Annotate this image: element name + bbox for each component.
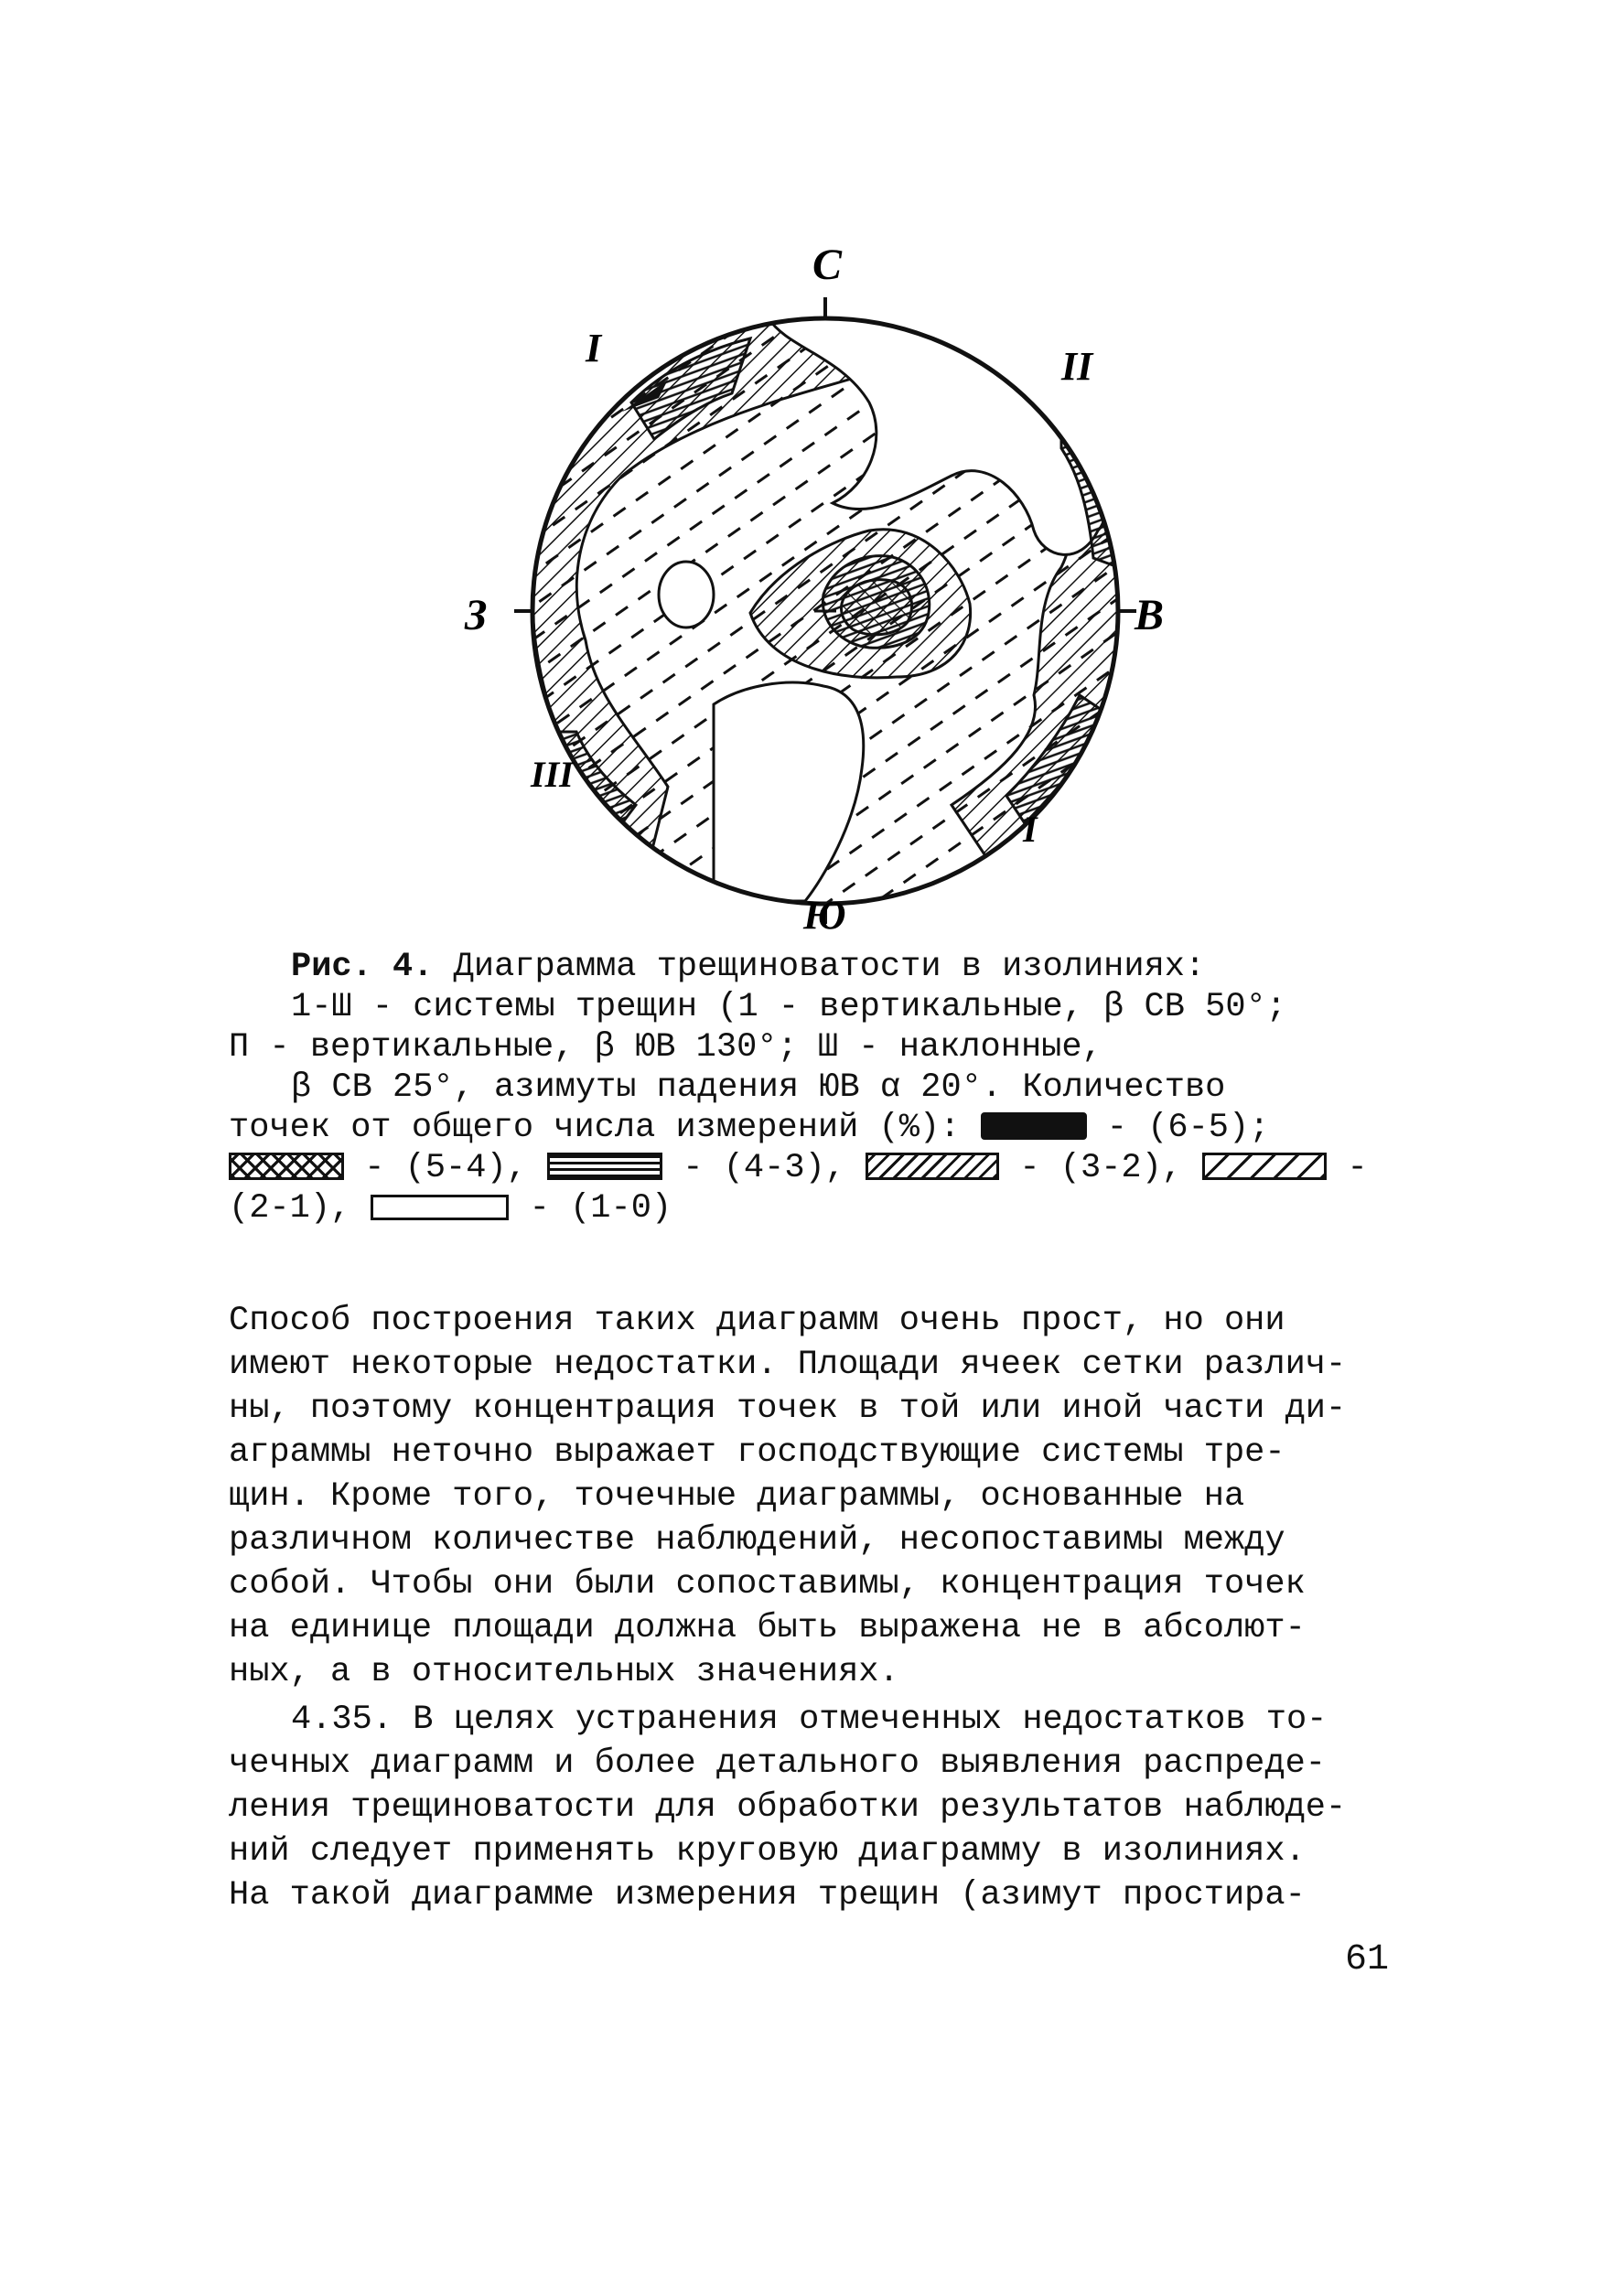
legend-swatch-diagonal xyxy=(866,1153,999,1180)
text-line: ны, поэтому концентрация точек в той или иной части ди- xyxy=(229,1389,1347,1428)
figure-caption xyxy=(229,947,1427,1228)
text-line: аграммы неточно выражает господствующие системы тре- xyxy=(229,1433,1285,1472)
legend-range: - (3-2), xyxy=(1019,1149,1183,1187)
caption-line-6 xyxy=(229,1148,1427,1188)
label-south: Ю xyxy=(803,893,846,933)
legend-swatch-empty xyxy=(371,1195,509,1220)
label-system-I-bottom: I xyxy=(1023,809,1038,850)
label-system-III: III xyxy=(531,754,574,795)
caption-title-line xyxy=(229,947,1427,987)
legend-range: - (6-5); xyxy=(1106,1109,1270,1147)
text-line: ных, а в относительных значениях. xyxy=(229,1653,899,1691)
label-system-I-top: I xyxy=(586,326,602,370)
legend-swatch-horizontal xyxy=(547,1153,662,1180)
label-east: В xyxy=(1135,591,1165,639)
caption-legend-intro: точек от общего числа измерений (%): xyxy=(229,1109,961,1147)
text-line: 4.35. В целях устранения отмеченных недостатков то- xyxy=(291,1701,1328,1739)
caption-title: Диаграмма трещиноватости в изолиниях: xyxy=(453,948,1206,986)
text-line: чечных диаграмм и более детального выявления распреде- xyxy=(229,1744,1326,1783)
text-line: имеют некоторые недостатки. Площади ячеек сетки различ- xyxy=(229,1346,1347,1384)
label-system-II: II xyxy=(1061,344,1093,389)
text-line: ления трещиноватости для обработки результатов наблюде- xyxy=(229,1788,1347,1827)
text-line: собой. Чтобы они были сопоставимы, концентрация точек xyxy=(229,1565,1306,1604)
caption-figure-number: Рис. 4. xyxy=(291,948,434,986)
caption-line-5 xyxy=(229,1108,1427,1148)
legend-range: - (1-0) xyxy=(529,1189,672,1228)
body-text xyxy=(229,1299,1427,1917)
text-line: различном количестве наблюдений, несопоставимы между xyxy=(229,1521,1285,1560)
paragraph-2 xyxy=(229,1698,1427,1917)
paragraph-1 xyxy=(229,1299,1427,1694)
text-line: Способ построения таких диаграмм очень прост, но они xyxy=(229,1302,1285,1340)
text-line: На такой диаграмме измерения трещин (азимут простира- xyxy=(229,1876,1306,1915)
text-line: щин. Кроме того, точечные диаграммы, основанные на xyxy=(229,1477,1245,1516)
legend-range: - (4-3), xyxy=(683,1149,845,1187)
legend-swatch-crosshatch xyxy=(229,1153,344,1180)
legend-range: - xyxy=(1347,1149,1368,1187)
fracture-diagram xyxy=(439,220,1244,933)
label-west: З xyxy=(465,591,488,639)
legend-range: (2-1), xyxy=(229,1189,351,1228)
legend-swatch-dashed xyxy=(1202,1153,1327,1180)
text-line: на единице площади должна быть выражена не в абсолют- xyxy=(229,1609,1306,1647)
label-north: С xyxy=(812,241,843,289)
caption-line-3: П - вертикальные, β ЮВ 130°; Ш - наклонные, xyxy=(229,1028,1102,1067)
caption-line-2: 1-Ш - системы трещин (1 - вертикальные, β СВ 50°; xyxy=(291,988,1286,1026)
text-line: ний следует применять круговую диаграмму в изолиниях. xyxy=(229,1832,1306,1871)
legend-range: - (5-4), xyxy=(364,1149,527,1187)
caption-line-4: β СВ 25°, азимуты падения ЮВ α 20°. Количество xyxy=(291,1068,1226,1107)
caption-line-7 xyxy=(229,1188,1427,1228)
page-number: 61 xyxy=(1345,1939,1390,1980)
legend-swatch-black xyxy=(981,1112,1087,1140)
